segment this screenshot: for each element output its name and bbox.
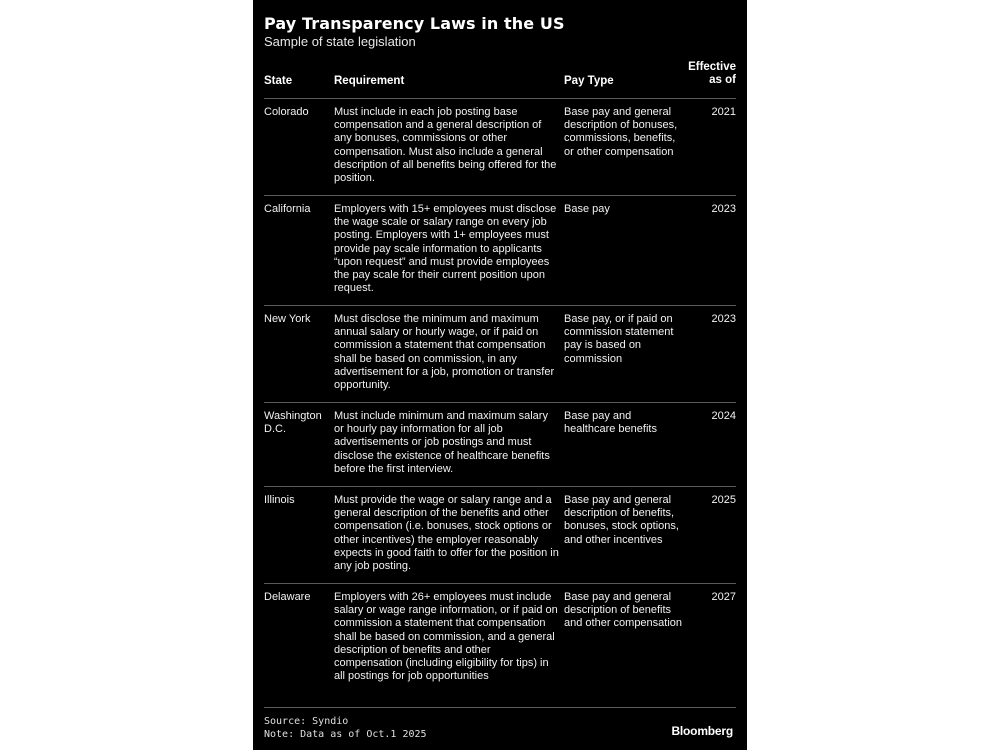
footer-notes [264, 716, 427, 741]
requirement-cell: Employers with 15+ employees must disclose the wage scale or salary range on every job posting. Employers with 1+ employees must provide pay scale information to applicants “upon request” and must provide employees the pay scale for their current position upon request. [334, 203, 557, 295]
requirement-cell: Must include minimum and maximum salary or hourly pay information for all job advertisements or job postings and must disclose the existence of healthcare benefits before the first interview. [334, 410, 550, 475]
column-header-requirement: Requirement [334, 75, 405, 87]
table-header [264, 60, 736, 99]
table-row [264, 99, 736, 196]
requirement-cell: Must disclose the minimum and maximum annual salary or hourly wage, or if paid on commission a statement that compensation shall be based on commission, in any advertisement for a job, promotion or transfer opportunity. [334, 313, 555, 392]
page-title: Pay Transparency Laws in the US [264, 14, 565, 33]
requirement-cell: Must provide the wage or salary range and a general description of the benefits and other compensation (i.e. bonuses, stock options or other incentives) the employer reasonably expects in good faith to offer for the position in any job posting. [334, 494, 559, 573]
source-note: Source: Syndio [264, 716, 349, 727]
pay-type-cell: Base pay and general description of benefits and other compensation [564, 591, 683, 630]
state-cell: Washington D.C. [264, 410, 322, 436]
pay-type-cell: Base pay [564, 203, 610, 215]
column-header-state: State [264, 75, 293, 87]
data-note: Note: Data as of Oct.1 2025 [264, 728, 427, 740]
pay-type-cell: Base pay and general description of bonuses, commissions, benefits, or other compensation [564, 106, 678, 158]
table-row [264, 584, 736, 708]
pay-type-cell: Base pay, or if paid on commission statement pay is based on commission [564, 313, 674, 365]
pay-type-cell: Base pay and healthcare benefits [564, 410, 657, 436]
page-subtitle: Sample of state legislation [264, 34, 416, 49]
effective-cell: 2023 [711, 313, 736, 325]
pay-type-cell: Base pay and general description of benefits, bonuses, stock options, and other incentives [564, 494, 679, 546]
bloomberg-logo: Bloomberg [671, 724, 733, 738]
legislation-table [264, 60, 736, 708]
table-row [264, 306, 736, 403]
requirement-cell: Employers with 26+ employees must include salary or wage range information, or if paid on commission a statement that compensation shall be based on commission, and a general description of benefits and other compensation (including eligibility for tips) in all postings for job opportunities [334, 591, 558, 683]
state-cell: Colorado [264, 106, 309, 118]
table-row [264, 196, 736, 306]
requirement-cell: Must include in each job posting base compensation and a general description of any bonuses, commissions or other compensation. Must also include a general description of all benefits being offered for the position. [334, 106, 557, 185]
effective-cell: 2021 [711, 106, 736, 118]
state-cell: New York [264, 313, 311, 325]
column-header-pay-type: Pay Type [564, 75, 614, 87]
effective-cell: 2025 [711, 494, 736, 506]
state-cell: Delaware [264, 591, 311, 603]
effective-cell: 2023 [711, 203, 736, 215]
chart-card [253, 0, 747, 750]
state-cell: California [264, 203, 311, 215]
table-row [264, 487, 736, 584]
effective-cell: 2027 [711, 591, 736, 603]
column-header-effective-line2: as of [709, 74, 736, 86]
state-cell: Illinois [264, 494, 295, 506]
column-header-effective [676, 61, 736, 87]
table-row [264, 403, 736, 487]
column-header-effective-line1: Effective [688, 61, 736, 73]
effective-cell: 2024 [711, 410, 736, 422]
